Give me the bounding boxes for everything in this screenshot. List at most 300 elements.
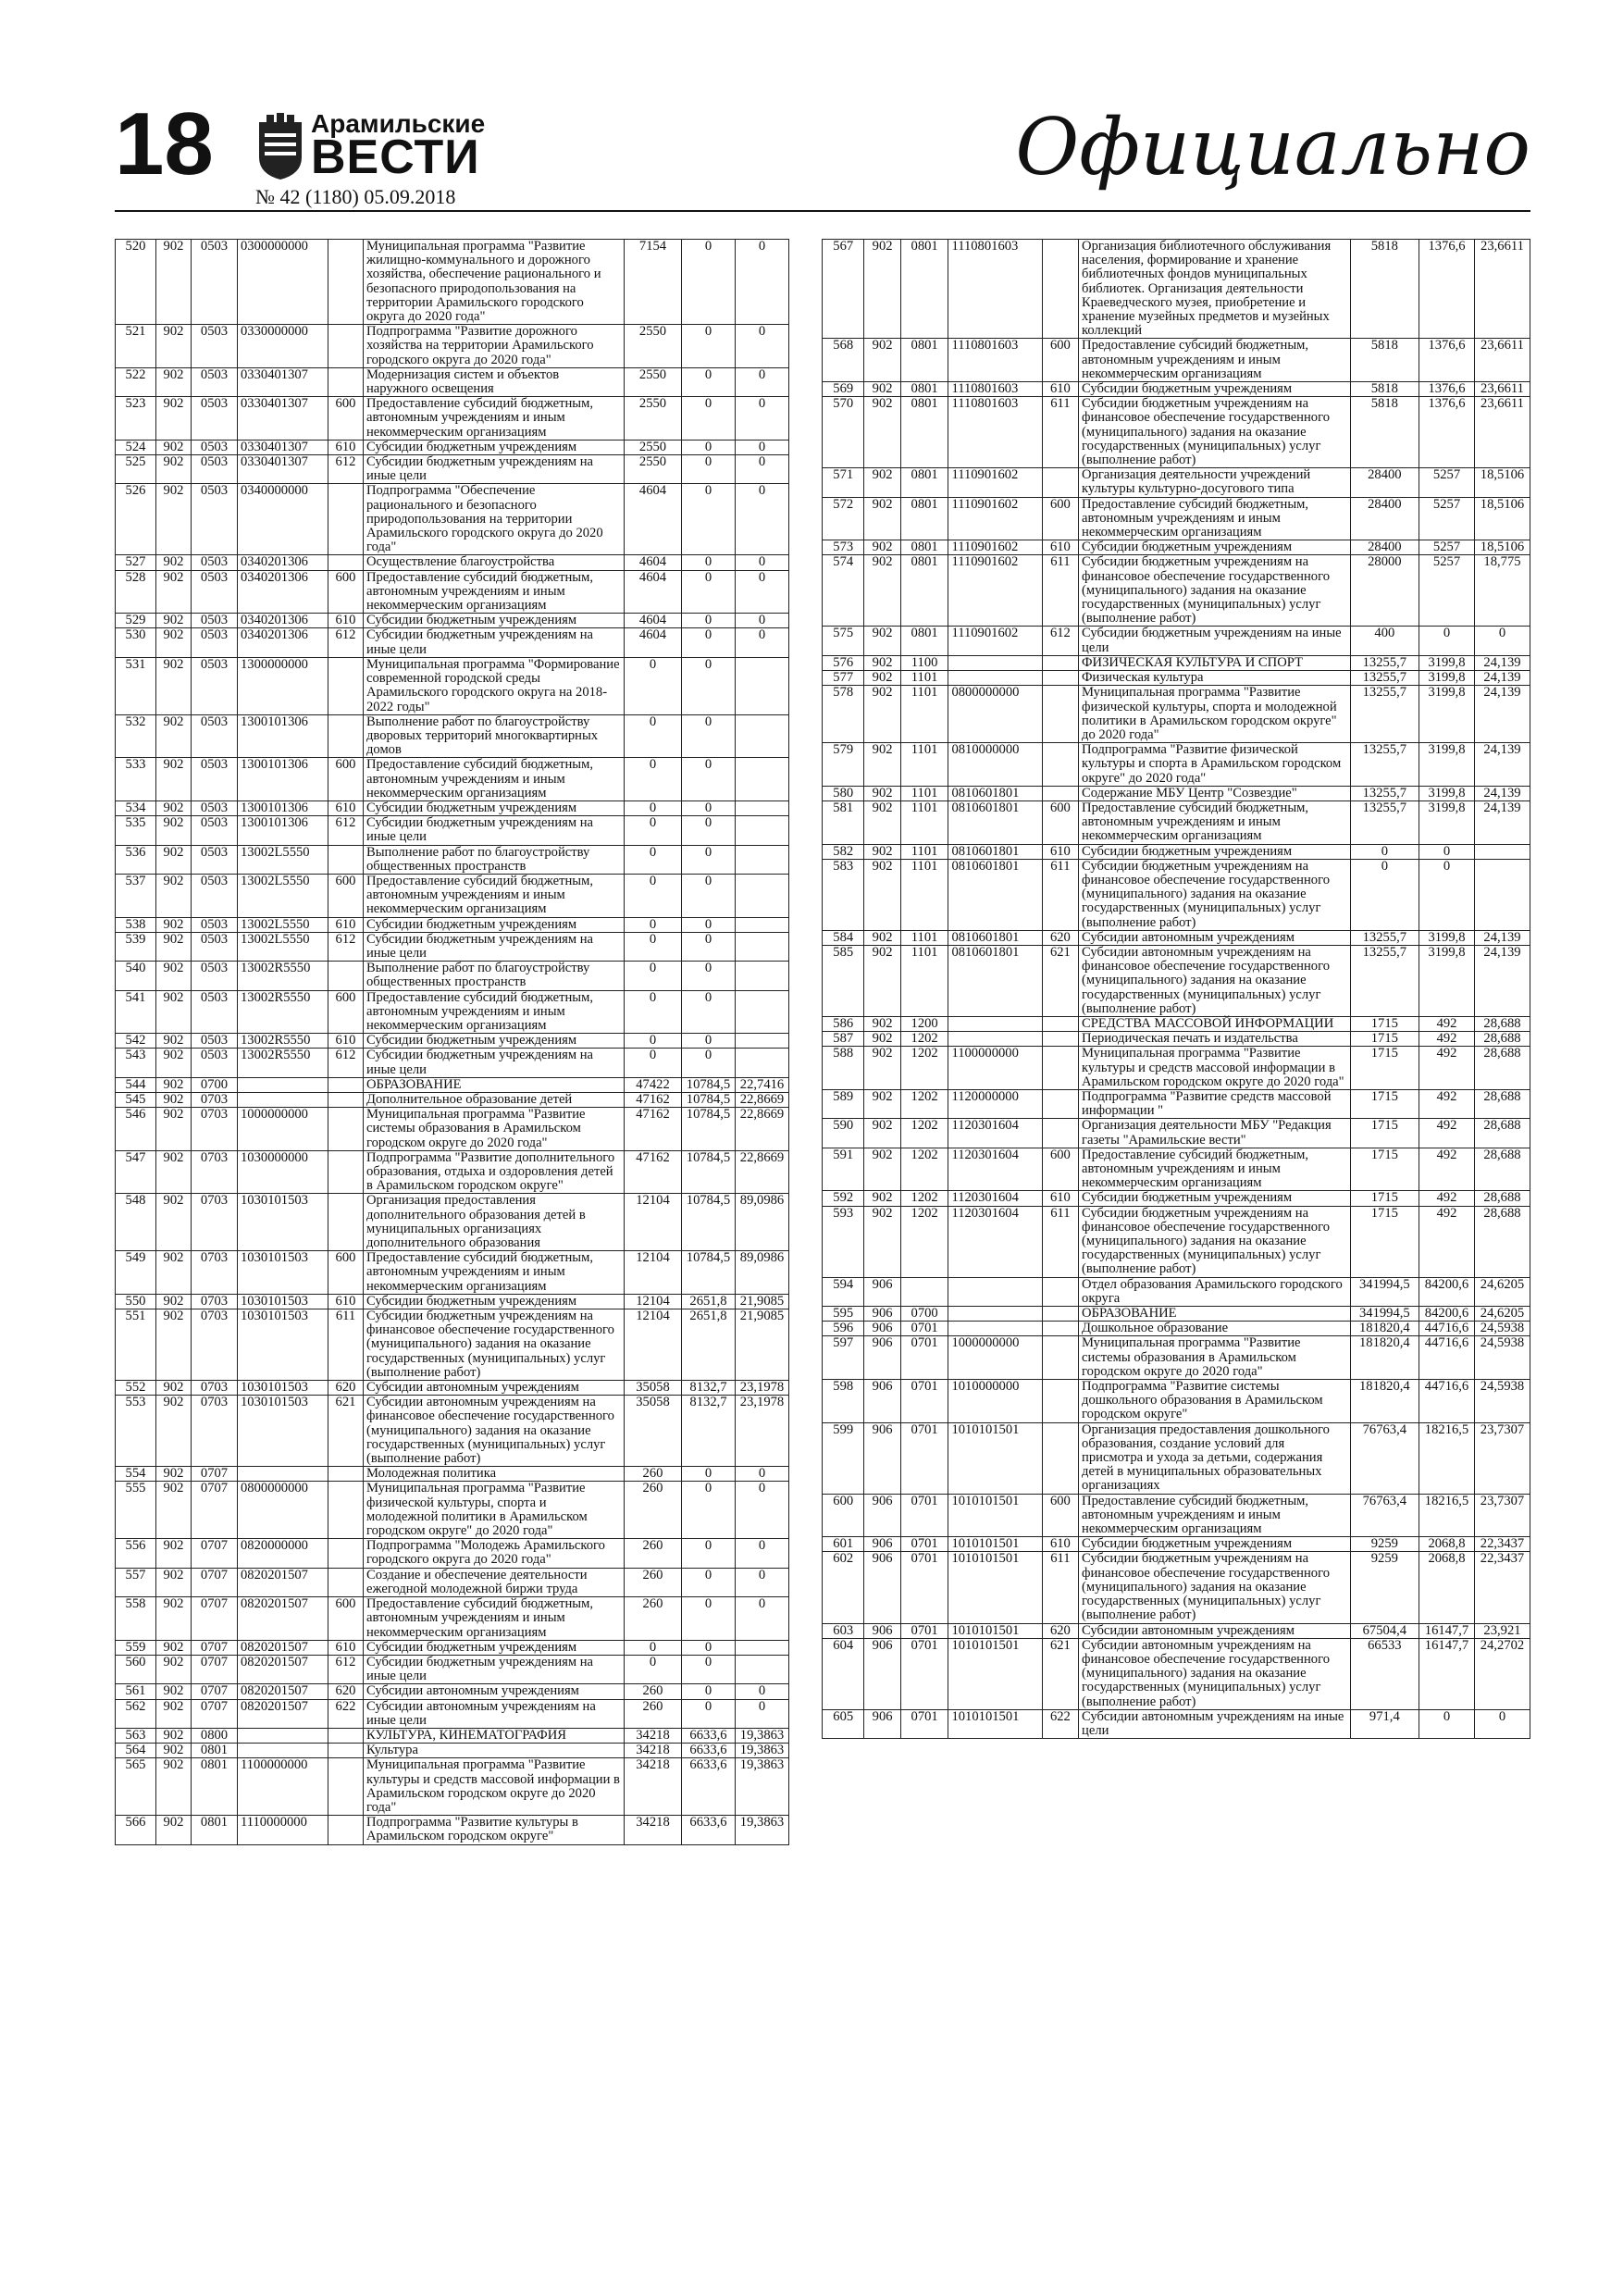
expense-type-code-cell — [1042, 1089, 1078, 1118]
table-row — [116, 614, 789, 628]
execution-percent-cell — [736, 1034, 789, 1049]
row-number-cell: 555 — [116, 1482, 156, 1539]
target-article-code-cell — [948, 1307, 1042, 1322]
section-code-cell: 0703 — [192, 1381, 238, 1396]
target-article-code-cell: 1000000000 — [948, 1336, 1042, 1380]
item-name-cell: Субсидии автономным учреждениям — [1079, 930, 1351, 945]
grbs-code-cell: 902 — [864, 686, 900, 743]
target-article-code-cell — [948, 1322, 1042, 1336]
right-column — [822, 239, 1530, 1739]
expense-type-code-cell: 600 — [1042, 800, 1078, 844]
grbs-code-cell: 906 — [864, 1336, 900, 1380]
section-code-cell: 0503 — [192, 484, 238, 555]
grbs-code-cell: 902 — [156, 1597, 192, 1641]
item-name-cell: Субсидии бюджетным учреждениям — [1079, 540, 1351, 555]
item-name-cell: Субсидии бюджетным учреждениям на иные цели — [364, 628, 625, 657]
row-number-cell: 537 — [116, 874, 156, 917]
executed-amount-cell: 492 — [1419, 1089, 1475, 1118]
row-number-cell: 530 — [116, 628, 156, 657]
executed-amount-cell: 0 — [682, 657, 736, 714]
item-name-cell: Организация деятельности учреждений культуры культурно-досугового типа — [1079, 468, 1351, 497]
table-row — [116, 1482, 789, 1539]
grbs-code-cell: 902 — [864, 1032, 900, 1047]
executed-amount-cell: 6633,6 — [682, 1744, 736, 1758]
executed-amount-cell: 492 — [1419, 1016, 1475, 1031]
grbs-code-cell: 902 — [864, 844, 900, 859]
row-number-cell: 601 — [823, 1537, 864, 1552]
item-name-cell: ФИЗИЧЕСКАЯ КУЛЬТУРА И СПОРТ — [1079, 655, 1351, 670]
row-number-cell: 540 — [116, 962, 156, 990]
execution-percent-cell: 18,5106 — [1475, 540, 1530, 555]
executed-amount-cell: 492 — [1419, 1047, 1475, 1090]
grbs-code-cell: 902 — [864, 1016, 900, 1031]
execution-percent-cell: 0 — [736, 555, 789, 570]
section-code-cell: 1100 — [900, 655, 948, 670]
row-number-cell: 580 — [823, 786, 864, 800]
planned-amount-cell: 0 — [625, 816, 682, 845]
header-divider — [115, 210, 1530, 212]
section-code-cell: 0701 — [900, 1336, 948, 1380]
section-code-cell: 0703 — [192, 1396, 238, 1467]
executed-amount-cell: 0 — [682, 1640, 736, 1655]
row-number-cell: 524 — [116, 440, 156, 454]
execution-percent-cell: 28,688 — [1475, 1047, 1530, 1090]
expense-type-code-cell: 612 — [328, 455, 364, 484]
expense-type-code-cell: 610 — [1042, 1537, 1078, 1552]
section-code-cell: 0801 — [900, 397, 948, 468]
table-row — [116, 917, 789, 932]
target-article-code-cell: 0340000000 — [238, 484, 328, 555]
planned-amount-cell: 2550 — [625, 397, 682, 441]
item-name-cell: Муниципальная программа "Развитие системы образования в Арамильском городском округе до 2020 года" — [1079, 1336, 1351, 1380]
row-number-cell: 583 — [823, 859, 864, 930]
target-article-code-cell: 0810000000 — [948, 743, 1042, 787]
section-code-cell: 0801 — [900, 240, 948, 339]
table-row — [823, 1322, 1530, 1336]
table-row — [116, 1034, 789, 1049]
execution-percent-cell: 0 — [736, 570, 789, 614]
target-article-code-cell: 1010101501 — [948, 1422, 1042, 1494]
target-article-code-cell: 0800000000 — [238, 1482, 328, 1539]
grbs-code-cell: 902 — [156, 657, 192, 714]
section-code-cell: 1101 — [900, 800, 948, 844]
item-name-cell: Организация библиотечного обслуживания населения, формирование и хранение библиотечных фондов муниципальных библиотек. Организация деятельности Краеведческого музея, приобретение и хранение музейных предметов и музейных коллекций — [1079, 240, 1351, 339]
expense-type-code-cell: 610 — [328, 614, 364, 628]
target-article-code-cell: 1120301604 — [948, 1119, 1042, 1148]
target-article-code-cell: 1110901602 — [948, 627, 1042, 655]
item-name-cell: Периодическая печать и издательства — [1079, 1032, 1351, 1047]
table-row — [116, 1251, 789, 1295]
row-number-cell: 531 — [116, 657, 156, 714]
expense-type-code-cell: 610 — [328, 800, 364, 815]
table-row — [823, 1047, 1530, 1090]
row-number-cell: 592 — [823, 1191, 864, 1206]
execution-percent-cell: 24,139 — [1475, 686, 1530, 743]
execution-percent-cell: 0 — [736, 614, 789, 628]
target-article-code-cell: 13002R5550 — [238, 1034, 328, 1049]
execution-percent-cell — [736, 758, 789, 801]
target-article-code-cell: 1110901602 — [948, 468, 1042, 497]
target-article-code-cell: 1030101503 — [238, 1309, 328, 1381]
section-code-cell: 0503 — [192, 367, 238, 396]
planned-amount-cell: 28000 — [1350, 555, 1419, 627]
executed-amount-cell: 0 — [682, 917, 736, 932]
execution-percent-cell: 19,3863 — [736, 1744, 789, 1758]
section-code-cell: 0707 — [192, 1568, 238, 1596]
item-name-cell: Муниципальная программа "Формирование современной городской среды Арамильского городского округа на 2018-2022 годы" — [364, 657, 625, 714]
planned-amount-cell: 260 — [625, 1539, 682, 1568]
item-name-cell: Предоставление субсидий бюджетным, автономным учреждениям и иным некоммерческим организациям — [364, 570, 625, 614]
executed-amount-cell: 0 — [682, 240, 736, 325]
table-row — [116, 1758, 789, 1816]
table-row — [116, 1568, 789, 1596]
table-row — [823, 844, 1530, 859]
item-name-cell: Субсидии автономным учреждениям — [364, 1684, 625, 1699]
grbs-code-cell: 906 — [864, 1322, 900, 1336]
table-row — [116, 555, 789, 570]
row-number-cell: 584 — [823, 930, 864, 945]
row-number-cell: 554 — [116, 1467, 156, 1482]
execution-percent-cell: 23,7307 — [1475, 1422, 1530, 1494]
row-number-cell: 587 — [823, 1032, 864, 1047]
execution-percent-cell — [736, 1640, 789, 1655]
target-article-code-cell: 1030101503 — [238, 1294, 328, 1309]
execution-percent-cell: 0 — [1475, 1709, 1530, 1738]
target-article-code-cell: 1120301604 — [948, 1206, 1042, 1277]
row-number-cell: 553 — [116, 1396, 156, 1467]
target-article-code-cell: 1010101501 — [948, 1638, 1042, 1709]
target-article-code-cell: 1120301604 — [948, 1148, 1042, 1191]
table-row — [116, 657, 789, 714]
target-article-code-cell: 1030101503 — [238, 1396, 328, 1467]
grbs-code-cell: 902 — [156, 440, 192, 454]
grbs-code-cell: 902 — [156, 325, 192, 368]
target-article-code-cell: 1110801603 — [948, 339, 1042, 382]
expense-type-code-cell — [328, 1816, 364, 1844]
grbs-code-cell: 902 — [156, 1034, 192, 1049]
execution-percent-cell: 22,8669 — [736, 1092, 789, 1107]
row-number-cell: 579 — [823, 743, 864, 787]
item-name-cell: Субсидии бюджетным учреждениям на финансовое обеспечение государственного (муниципального) задания на оказание государственных (муниципальных) услуг (выполнение работ) — [1079, 1206, 1351, 1277]
planned-amount-cell: 4604 — [625, 484, 682, 555]
target-article-code-cell: 1300000000 — [238, 657, 328, 714]
planned-amount-cell: 4604 — [625, 555, 682, 570]
planned-amount-cell: 76763,4 — [1350, 1422, 1419, 1494]
item-name-cell: Предоставление субсидий бюджетным, автономным учреждениям и иным некоммерческим организациям — [1079, 497, 1351, 540]
item-name-cell: Субсидии автономным учреждениям на иные цели — [1079, 1709, 1351, 1738]
item-name-cell: Дошкольное образование — [1079, 1322, 1351, 1336]
expense-type-code-cell — [1042, 655, 1078, 670]
executed-amount-cell: 0 — [682, 440, 736, 454]
planned-amount-cell: 13255,7 — [1350, 686, 1419, 743]
planned-amount-cell: 7154 — [625, 240, 682, 325]
expense-type-code-cell — [328, 1744, 364, 1758]
target-article-code-cell: 0820201507 — [238, 1568, 328, 1596]
planned-amount-cell: 0 — [625, 874, 682, 917]
execution-percent-cell — [736, 816, 789, 845]
section-code-cell: 0503 — [192, 628, 238, 657]
table-row — [116, 367, 789, 396]
execution-percent-cell: 24,6205 — [1475, 1277, 1530, 1306]
grbs-code-cell: 906 — [864, 1638, 900, 1709]
planned-amount-cell: 1715 — [1350, 1047, 1419, 1090]
grbs-code-cell: 902 — [156, 1568, 192, 1596]
executed-amount-cell: 3199,8 — [1419, 671, 1475, 686]
execution-percent-cell: 0 — [736, 240, 789, 325]
target-article-code-cell: 1300101306 — [238, 816, 328, 845]
issue-info: № 42 (1180) 05.09.2018 — [255, 185, 456, 208]
execution-percent-cell: 0 — [736, 1699, 789, 1728]
planned-amount-cell: 5818 — [1350, 382, 1419, 397]
grbs-code-cell: 902 — [156, 614, 192, 628]
expense-type-code-cell: 600 — [328, 1251, 364, 1295]
target-article-code-cell: 1100000000 — [948, 1047, 1042, 1090]
executed-amount-cell: 0 — [682, 397, 736, 441]
executed-amount-cell: 0 — [682, 455, 736, 484]
item-name-cell: Подпрограмма "Развитие дорожного хозяйства на территории Арамильского городского округа до 2020 года" — [364, 325, 625, 368]
executed-amount-cell: 0 — [682, 845, 736, 874]
execution-percent-cell: 22,3437 — [1475, 1552, 1530, 1623]
row-number-cell: 532 — [116, 714, 156, 758]
executed-amount-cell: 2068,8 — [1419, 1537, 1475, 1552]
section-code-cell: 0503 — [192, 714, 238, 758]
executed-amount-cell: 3199,8 — [1419, 655, 1475, 670]
table-row — [823, 1494, 1530, 1537]
execution-percent-cell: 0 — [736, 367, 789, 396]
table-row — [823, 930, 1530, 945]
executed-amount-cell: 44716,6 — [1419, 1336, 1475, 1380]
expense-type-code-cell: 611 — [1042, 859, 1078, 930]
grbs-code-cell: 902 — [156, 455, 192, 484]
grbs-code-cell: 902 — [156, 570, 192, 614]
execution-percent-cell — [736, 1655, 789, 1683]
row-number-cell: 572 — [823, 497, 864, 540]
planned-amount-cell: 13255,7 — [1350, 945, 1419, 1016]
expense-type-code-cell: 600 — [1042, 497, 1078, 540]
execution-percent-cell: 28,688 — [1475, 1032, 1530, 1047]
target-article-code-cell: 0820201507 — [238, 1684, 328, 1699]
table-row — [116, 1640, 789, 1655]
expense-type-code-cell — [328, 1728, 364, 1743]
row-number-cell: 551 — [116, 1309, 156, 1381]
grbs-code-cell: 902 — [864, 786, 900, 800]
planned-amount-cell: 47162 — [625, 1150, 682, 1194]
planned-amount-cell: 181820,4 — [1350, 1336, 1419, 1380]
row-number-cell: 582 — [823, 844, 864, 859]
executed-amount-cell: 0 — [682, 367, 736, 396]
item-name-cell: Модернизация систем и объектов наружного освещения — [364, 367, 625, 396]
planned-amount-cell: 260 — [625, 1568, 682, 1596]
execution-percent-cell: 0 — [736, 628, 789, 657]
planned-amount-cell: 28400 — [1350, 468, 1419, 497]
section-code-cell: 0703 — [192, 1092, 238, 1107]
grbs-code-cell: 902 — [156, 932, 192, 961]
target-article-code-cell: 1110901602 — [948, 555, 1042, 627]
grbs-code-cell: 902 — [864, 1119, 900, 1148]
executed-amount-cell: 0 — [682, 628, 736, 657]
table-row — [823, 945, 1530, 1016]
table-row — [116, 1597, 789, 1641]
expense-type-code-cell: 600 — [1042, 1148, 1078, 1191]
executed-amount-cell: 10784,5 — [682, 1108, 736, 1151]
execution-percent-cell: 0 — [1475, 627, 1530, 655]
expense-type-code-cell: 620 — [328, 1684, 364, 1699]
table-row — [823, 671, 1530, 686]
row-number-cell: 548 — [116, 1194, 156, 1251]
section-code-cell: 0701 — [900, 1552, 948, 1623]
planned-amount-cell: 66533 — [1350, 1638, 1419, 1709]
section-code-cell: 1202 — [900, 1119, 948, 1148]
section-code-cell: 0503 — [192, 455, 238, 484]
row-number-cell: 558 — [116, 1597, 156, 1641]
row-number-cell: 578 — [823, 686, 864, 743]
grbs-code-cell: 902 — [156, 1744, 192, 1758]
execution-percent-cell — [736, 714, 789, 758]
expense-type-code-cell — [1042, 1380, 1078, 1423]
grbs-code-cell: 902 — [156, 874, 192, 917]
expense-type-code-cell — [1042, 686, 1078, 743]
planned-amount-cell: 0 — [625, 962, 682, 990]
target-article-code-cell: 1030101503 — [238, 1381, 328, 1396]
target-article-code-cell — [238, 1077, 328, 1092]
grbs-code-cell: 902 — [156, 1728, 192, 1743]
planned-amount-cell: 260 — [625, 1482, 682, 1539]
target-article-code-cell: 1010101501 — [948, 1537, 1042, 1552]
target-article-code-cell: 1120000000 — [948, 1089, 1042, 1118]
execution-percent-cell — [736, 1049, 789, 1077]
target-article-code-cell: 1010000000 — [948, 1380, 1042, 1423]
item-name-cell: Подпрограмма "Развитие культуры в Арамильском городском округе" — [364, 1816, 625, 1844]
section-code-cell: 0503 — [192, 800, 238, 815]
grbs-code-cell: 902 — [864, 1148, 900, 1191]
grbs-code-cell: 902 — [864, 240, 900, 339]
item-name-cell: Культура — [364, 1744, 625, 1758]
grbs-code-cell: 902 — [156, 555, 192, 570]
item-name-cell: Предоставление субсидий бюджетным, автономным учреждениям и иным некоммерческим организациям — [364, 990, 625, 1034]
row-number-cell: 542 — [116, 1034, 156, 1049]
item-name-cell: Предоставление субсидий бюджетным, автономным учреждениям и иным некоммерческим организациям — [1079, 339, 1351, 382]
planned-amount-cell: 0 — [625, 1049, 682, 1077]
execution-percent-cell: 24,139 — [1475, 655, 1530, 670]
section-code-cell: 0707 — [192, 1467, 238, 1482]
planned-amount-cell: 341994,5 — [1350, 1307, 1419, 1322]
planned-amount-cell: 400 — [1350, 627, 1419, 655]
budget-table-left — [115, 239, 789, 1845]
table-row — [116, 1049, 789, 1077]
planned-amount-cell: 28400 — [1350, 540, 1419, 555]
section-code-cell: 0707 — [192, 1597, 238, 1641]
expense-type-code-cell: 611 — [1042, 555, 1078, 627]
grbs-code-cell: 902 — [156, 1684, 192, 1699]
target-article-code-cell — [948, 1277, 1042, 1306]
section-code-cell: 1202 — [900, 1032, 948, 1047]
row-number-cell: 528 — [116, 570, 156, 614]
table-row — [116, 440, 789, 454]
row-number-cell: 600 — [823, 1494, 864, 1537]
item-name-cell: Субсидии автономным учреждениям на финансовое обеспечение государственного (муниципального) задания на оказание государственных (муниципальных) услуг (выполнение работ) — [1079, 945, 1351, 1016]
execution-percent-cell — [736, 917, 789, 932]
table-row — [116, 758, 789, 801]
executed-amount-cell: 492 — [1419, 1032, 1475, 1047]
row-number-cell: 573 — [823, 540, 864, 555]
item-name-cell: Молодежная политика — [364, 1467, 625, 1482]
item-name-cell: Предоставление субсидий бюджетным, автономным учреждениям и иным некоммерческим организациям — [364, 874, 625, 917]
row-number-cell: 595 — [823, 1307, 864, 1322]
target-article-code-cell: 13002R5550 — [238, 990, 328, 1034]
grbs-code-cell: 902 — [156, 240, 192, 325]
planned-amount-cell: 2550 — [625, 325, 682, 368]
planned-amount-cell: 13255,7 — [1350, 671, 1419, 686]
expense-type-code-cell — [328, 845, 364, 874]
section-code-cell: 1101 — [900, 743, 948, 787]
section-code-cell — [900, 1277, 948, 1306]
executed-amount-cell: 8132,7 — [682, 1396, 736, 1467]
table-row — [116, 1150, 789, 1194]
target-article-code-cell: 1300101306 — [238, 758, 328, 801]
execution-percent-cell: 18,5106 — [1475, 497, 1530, 540]
table-row — [116, 714, 789, 758]
executed-amount-cell: 6633,6 — [682, 1728, 736, 1743]
execution-percent-cell: 0 — [736, 397, 789, 441]
section-code-cell: 0503 — [192, 555, 238, 570]
row-number-cell: 561 — [116, 1684, 156, 1699]
expense-type-code-cell — [1042, 240, 1078, 339]
section-code-cell: 0801 — [900, 497, 948, 540]
item-name-cell: Субсидии бюджетным учреждениям — [1079, 1537, 1351, 1552]
planned-amount-cell: 0 — [625, 1034, 682, 1049]
target-article-code-cell: 0810601801 — [948, 859, 1042, 930]
executed-amount-cell: 0 — [1419, 859, 1475, 930]
grbs-code-cell: 902 — [156, 1077, 192, 1092]
row-number-cell: 534 — [116, 800, 156, 815]
item-name-cell: Субсидии бюджетным учреждениям — [1079, 844, 1351, 859]
table-row — [823, 1537, 1530, 1552]
section-code-cell: 0503 — [192, 570, 238, 614]
target-article-code-cell — [948, 655, 1042, 670]
execution-percent-cell: 24,5938 — [1475, 1322, 1530, 1336]
expense-type-code-cell: 622 — [328, 1699, 364, 1728]
logo-top-text: Арамильские — [311, 109, 486, 138]
target-article-code-cell: 0340201306 — [238, 555, 328, 570]
executed-amount-cell: 0 — [682, 874, 736, 917]
execution-percent-cell: 28,688 — [1475, 1191, 1530, 1206]
section-code-cell: 1202 — [900, 1047, 948, 1090]
grbs-code-cell: 902 — [156, 1467, 192, 1482]
item-name-cell: Предоставление субсидий бюджетным, автономным учреждениям и иным некоммерческим организациям — [364, 1251, 625, 1295]
executed-amount-cell: 492 — [1419, 1148, 1475, 1191]
target-article-code-cell: 1010101501 — [948, 1623, 1042, 1638]
executed-amount-cell: 0 — [682, 1684, 736, 1699]
executed-amount-cell: 0 — [682, 614, 736, 628]
table-row — [823, 1552, 1530, 1623]
section-code-cell: 0503 — [192, 397, 238, 441]
grbs-code-cell: 902 — [156, 1396, 192, 1467]
expense-type-code-cell: 611 — [1042, 397, 1078, 468]
row-number-cell: 526 — [116, 484, 156, 555]
expense-type-code-cell: 610 — [1042, 540, 1078, 555]
target-article-code-cell: 1300101306 — [238, 800, 328, 815]
item-name-cell: Субсидии автономным учреждениям на иные цели — [364, 1699, 625, 1728]
target-article-code-cell: 0330401307 — [238, 455, 328, 484]
section-code-cell: 0701 — [900, 1709, 948, 1738]
item-name-cell: Создание и обеспечение деятельности ежегодной молодежной биржи труда — [364, 1568, 625, 1596]
section-code-cell: 0701 — [900, 1422, 948, 1494]
execution-percent-cell: 0 — [736, 1597, 789, 1641]
row-number-cell: 549 — [116, 1251, 156, 1295]
executed-amount-cell: 3199,8 — [1419, 945, 1475, 1016]
executed-amount-cell: 44716,6 — [1419, 1380, 1475, 1423]
executed-amount-cell: 3199,8 — [1419, 743, 1475, 787]
